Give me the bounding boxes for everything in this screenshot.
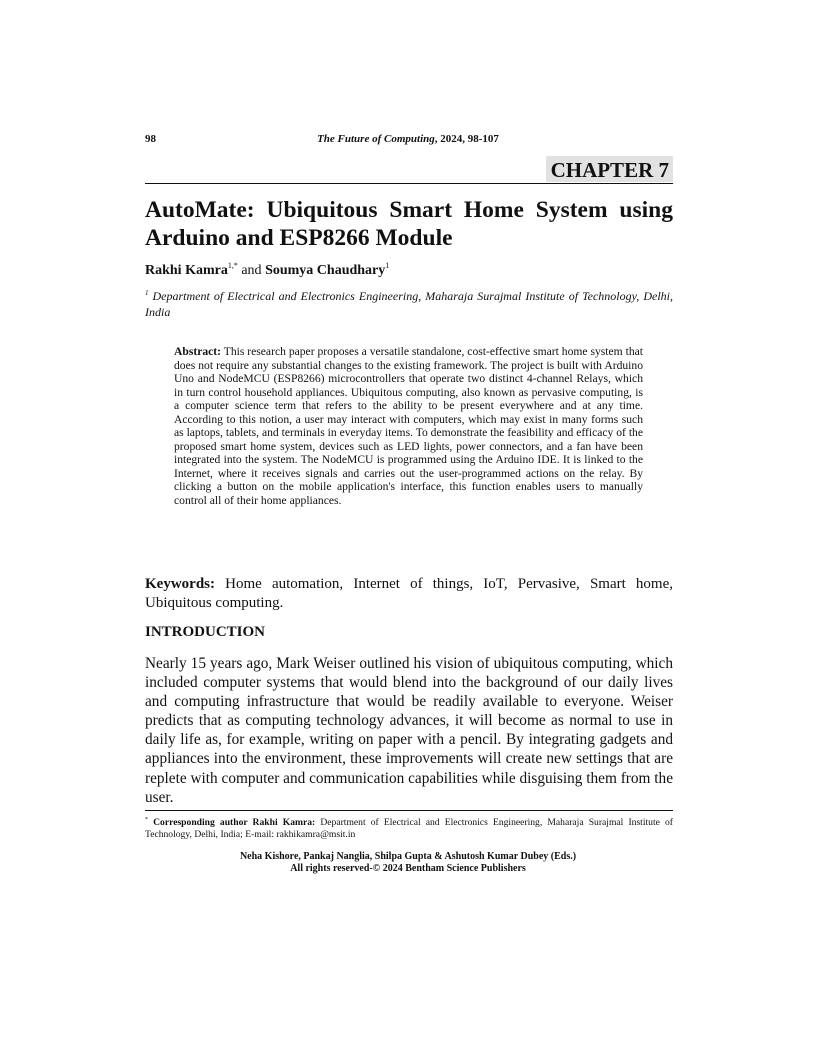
footnote [145, 814, 673, 841]
paper-title: AutoMate: Ubiquitous Smart Home System using Arduino and ESP8266 Module [145, 197, 673, 251]
abstract [174, 345, 643, 507]
footnote-label: Corresponding author Rakhi Kamra: [153, 817, 316, 828]
affiliation-marker: 1 [145, 289, 149, 297]
keywords-text: Home automation, Internet of things, IoT, Pervasive, Smart home, Ubiquitous computing. [145, 576, 673, 611]
running-head [0, 133, 816, 145]
introduction-paragraph: Nearly 15 years ago, Mark Weiser outlined his vision of ubiquitous computing, which included computer systems that would blend into the background of our daily lives and computing infrastructure that would be readily available to everyone. Weiser predicts that as computing technology advances, it will become as normal to use in daily life as, for example, writing on paper with a pencil. By integrating gadgets and appliances into the environment, these improvements will create new settings that are replete with computer and communication capabilities while disguising them from the user. [145, 655, 673, 806]
footnote-text: Department of Electrical and Electronics Engineering, Maharaja Surajmal Institute of Technology, Delhi, India; E-mail: rakhikamra@msit.in [145, 817, 674, 840]
author-affiliation-mark: 1 [385, 261, 390, 270]
rights-line: All rights reserved-© 2024 Bentham Science Publishers [290, 863, 526, 874]
affiliation-text: Department of Electrical and Electronics Engineering, Maharaja Surajmal Institute of Technology, Delhi, India [145, 289, 673, 319]
abstract-label: Abstract: [174, 345, 222, 358]
keywords [145, 575, 673, 613]
footnote-marker: * [145, 817, 148, 823]
section-heading-introduction: INTRODUCTION [145, 624, 266, 640]
chapter-label: CHAPTER 7 [546, 156, 673, 182]
journal-details: , 2024, 98-107 [434, 133, 499, 145]
editors-line: Neha Kishore, Pankaj Nanglia, Shilpa Gupta & Ashutosh Kumar Dubey (Eds.) [239, 851, 577, 862]
keywords-label: Keywords: [145, 576, 215, 592]
publisher-block [0, 851, 816, 875]
affiliation [145, 285, 673, 320]
chapter-divider [145, 183, 673, 184]
footnote-divider [145, 810, 673, 811]
author-name: Rakhi Kamra [145, 263, 228, 278]
abstract-text: This research paper proposes a versatile standalone, cost-effective smart home system that does not require any substantial changes to the existing framework. The project is built with Arduino Uno and NodeMCU (ESP8266) microcontrollers that operate two distinct 4-channel Relays, which in turn control household appliances. Ubiquitous computing, also known as pervasive computing, is a computer science term that refers to the ability to be present everywhere and at any time. According to this notion, a user may interact with computers, which may exist in many forms such as laptops, tablets, and terminals in everyday items. To demonstrate the feasibility and efficacy of the proposed smart home system, devices such as LED lights, power connectors, and a fan have been integrated into the system. The NodeMCU is programmed using the Arduino IDE. It is linked to the Internet, where it receives signals and carries out the user-programmed actions on the relay. By clicking a button on the mobile application's interface, this function enables users to manually control all of their home appliances. [174, 345, 643, 507]
author-name: Soumya Chaudhary [265, 263, 386, 278]
journal-title: The Future of Computing [317, 133, 435, 145]
author-connector: and [237, 263, 266, 278]
author-line [145, 261, 389, 279]
page-number: 98 [145, 133, 156, 145]
chapter-heading [145, 156, 673, 182]
author-affiliation-mark: 1,* [227, 261, 238, 270]
